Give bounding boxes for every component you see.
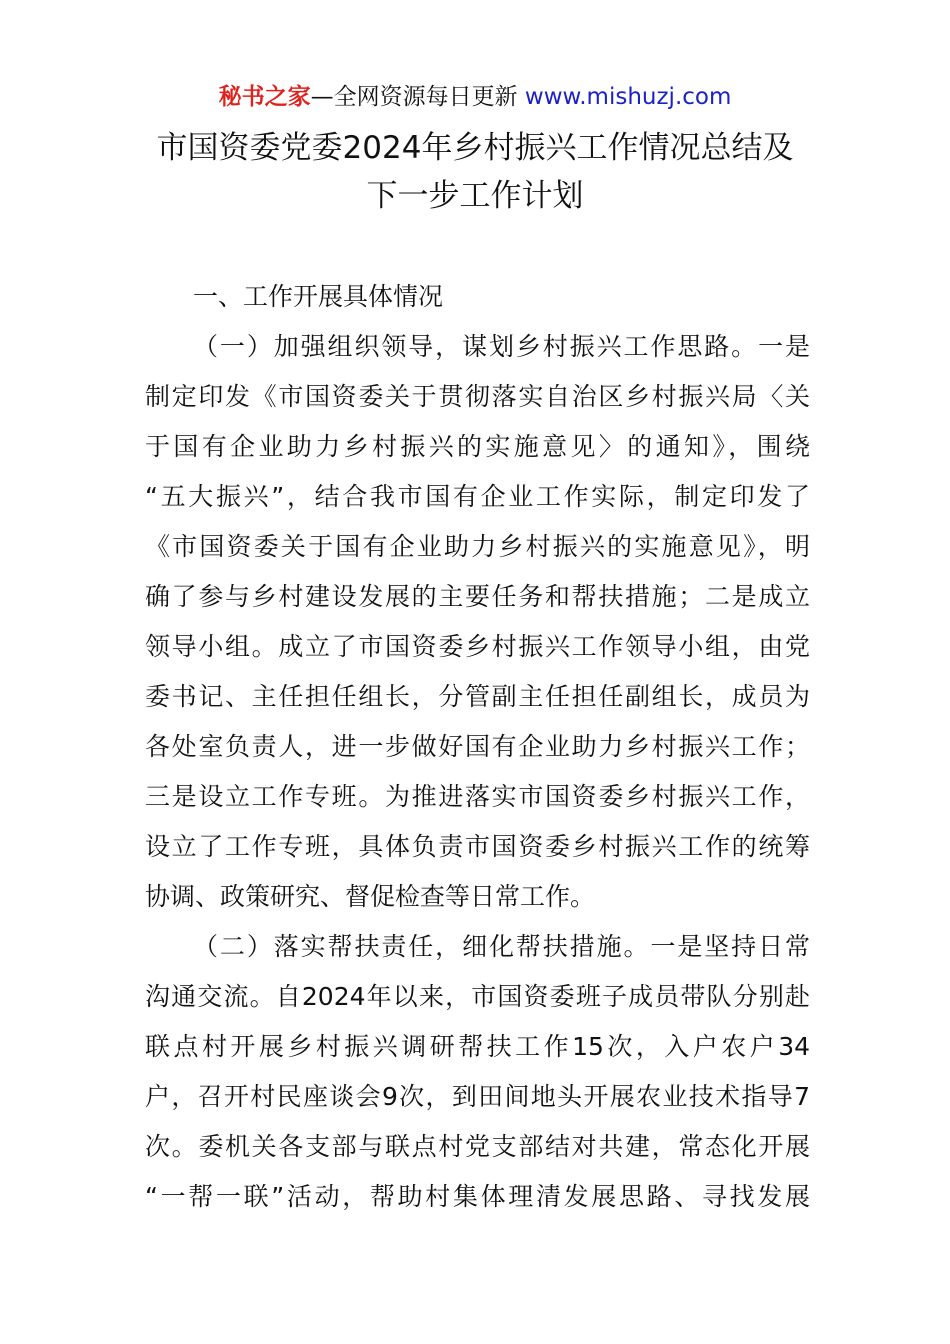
document-title	[110, 124, 840, 220]
paragraph-1	[145, 322, 810, 922]
text-line: 《市国资委关于国有企业助力乡村振兴的实施意见》，明	[145, 532, 810, 561]
text-line: 制定印发《市国资委关于贯彻落实自治区乡村振兴局〈关	[145, 382, 810, 411]
document-body	[145, 272, 810, 1222]
text-line: 联点村开展乡村振兴调研帮扶工作15次，入户农户34	[145, 1032, 810, 1061]
title-line-1: 市国资委党委2024年乡村振兴工作情况总结及	[156, 130, 794, 166]
text-line: 沟通交流。自2024年以来，市国资委班子成员带队分别赴	[145, 982, 810, 1011]
text-line: （一）加强组织领导，谋划乡村振兴工作思路。一是	[193, 332, 810, 361]
text-line: 设立了工作专班，具体负责市国资委乡村振兴工作的统筹	[145, 832, 810, 861]
text-line: 三是设立工作专班。为推进落实市国资委乡村振兴工作，	[145, 782, 810, 811]
text-line: 委书记、主任担任组长，分管副主任担任副组长，成员为	[145, 682, 810, 711]
text-line: 确了参与乡村建设发展的主要任务和帮扶措施；二是成立	[145, 582, 810, 611]
section-heading: 一、工作开展具体情况	[193, 282, 444, 311]
text-line: 各处室负责人，进一步做好国有企业助力乡村振兴工作；	[145, 732, 810, 761]
text-line: “一帮一联”活动，帮助村集体理清发展思路、寻找发展	[145, 1182, 810, 1211]
text-line: 协调、政策研究、督促检查等日常工作。	[145, 882, 596, 911]
brand-name: 秘书之家	[218, 84, 311, 110]
text-line: 领导小组。成立了市国资委乡村振兴工作领导小组，由党	[145, 632, 810, 661]
text-line: 于国有企业助力乡村振兴的实施意见〉的通知》，围绕	[145, 432, 810, 461]
site-url-link[interactable]: www.mishuzj.com	[524, 84, 732, 110]
text-line: 户，召开村民座谈会9次，到田间地头开展农业技术指导7	[145, 1082, 810, 1111]
header-tagline: —全网资源每日更新	[310, 84, 518, 110]
title-line-2: 下一步工作计划	[366, 178, 584, 214]
paragraph-2	[145, 922, 810, 1222]
text-line: （二）落实帮扶责任，细化帮扶措施。一是坚持日常	[193, 932, 810, 961]
site-header	[0, 80, 950, 114]
text-line: “五大振兴”，结合我市国有企业工作实际，制定印发了	[145, 482, 810, 511]
text-line: 次。委机关各支部与联点村党支部结对共建，常态化开展	[145, 1132, 810, 1161]
